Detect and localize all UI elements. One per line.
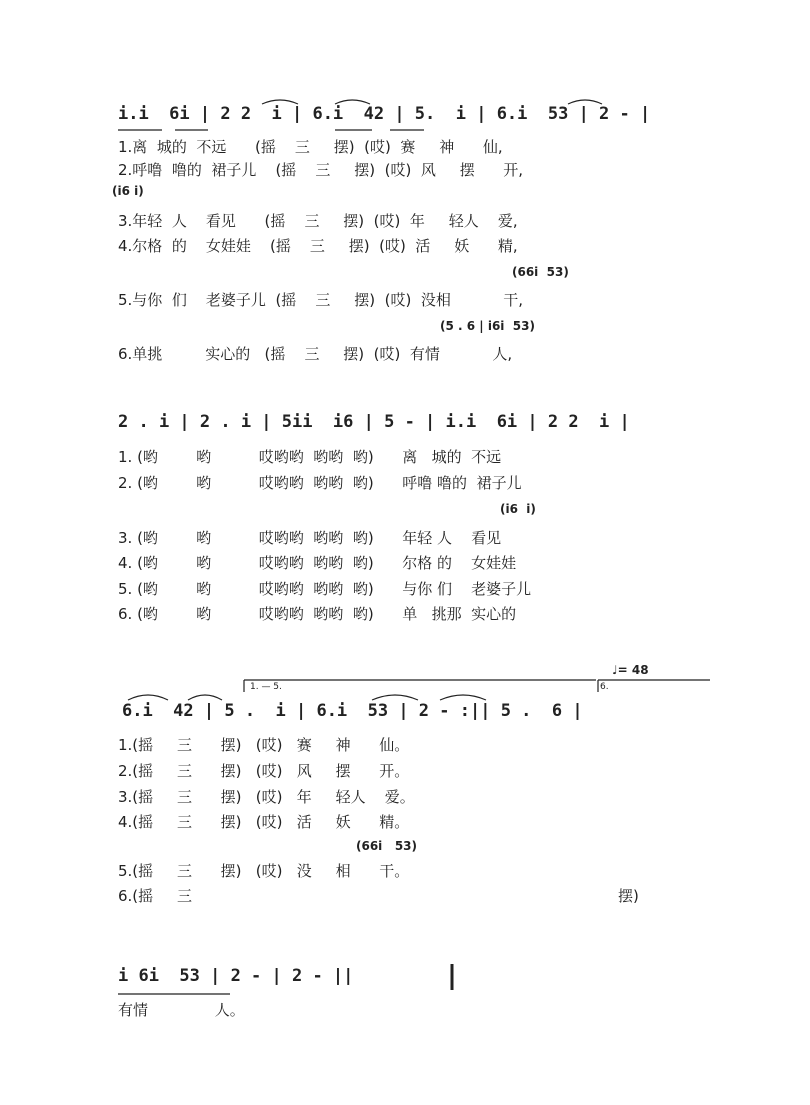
grace-notes-2: (i6 i) [500, 502, 536, 516]
lyric3-line-6-end: 摆) [618, 887, 639, 905]
lyric2-line-6: 6. (哟 哟 哎哟哟 哟哟 哟) 单 挑那 实心的 [118, 605, 517, 623]
lyric-line-2: 2.呼噜 噜的 裙子儿 (摇 三 摆) (哎) 风 摆 开, [118, 161, 524, 179]
lyric-line-4: 4.尔格 的 女娃娃 (摇 三 摆) (哎) 活 妖 精, [118, 237, 518, 255]
alt-notes-4: (66i 53) [512, 265, 569, 279]
lyric-line-6: 6.单挑 实心的 (摇 三 摆) (哎) 有情 人, [118, 345, 513, 363]
lyric2-line-3: 3. (哟 哟 哎哟哟 哟哟 哟) 年轻 人 看见 [118, 529, 502, 547]
lyric-line-1: 1.离 城的 不远 (摇 三 摆) (哎) 赛 神 仙, [118, 138, 503, 156]
lyric4-line-1: 有情 人。 [118, 1001, 245, 1019]
lyric2-line-5: 5. (哟 哟 哎哟哟 哟哟 哟) 与你 们 老婆子儿 [118, 580, 532, 598]
lyric2-line-1: 1. (哟 哟 哎哟哟 哟哟 哟) 离 城的 不远 [118, 448, 502, 466]
lyric2-line-4: 4. (哟 哟 哎哟哟 哟哟 哟) 尔格 的 女娃娃 [118, 554, 517, 572]
volta-1: 1. — 5. [250, 682, 282, 692]
notes-system-1: i.i 6i | 2 2 i | 6.i 42 | 5. i | 6.i 53 | 2 - | [118, 104, 651, 124]
lyric3-line-2: 2.(摇 三 摆) (哎) 风 摆 开。 [118, 762, 410, 780]
volta-2: 6. [600, 682, 609, 692]
notes-system-3: 6.i 42 | 5 . i | 6.i 53 | 2 - :|| 5 . 6 | [122, 701, 583, 721]
lyric3-line-5: 5.(摇 三 摆) (哎) 没 相 干。 [118, 862, 410, 880]
lyric3-line-1: 1.(摇 三 摆) (哎) 赛 神 仙。 [118, 736, 410, 754]
notes-system-2: 2 . i | 2 . i | 5ii i6 | 5 - | i.i 6i | 2 2 i | [118, 412, 630, 432]
alt-notes-5: (5 . 6 | i6i 53) [440, 319, 535, 333]
lyric-line-3: 3.年轻 人 看见 (摇 三 摆) (哎) 年 轻人 爱, [118, 212, 518, 230]
lyric2-line-2: 2. (哟 哟 哎哟哟 哟哟 哟) 呼噜 噜的 裙子儿 [118, 474, 522, 492]
lyric-line-5: 5.与你 们 老婆子儿 (摇 三 摆) (哎) 没相 干, [118, 291, 524, 309]
tempo-mark: ♩= 48 [612, 663, 649, 677]
alt-notes-3-4: (66i 53) [356, 839, 418, 853]
notes-system-4: i 6i 53 | 2 - | 2 - || [118, 966, 354, 986]
lyric3-line-6: 6.(摇 三 [118, 887, 193, 905]
grace-notes-1: (i6 i) [112, 184, 144, 198]
lyric3-line-4: 4.(摇 三 摆) (哎) 活 妖 精。 [118, 813, 410, 831]
lyric3-line-3: 3.(摇 三 摆) (哎) 年 轻人 爱。 [118, 788, 415, 806]
